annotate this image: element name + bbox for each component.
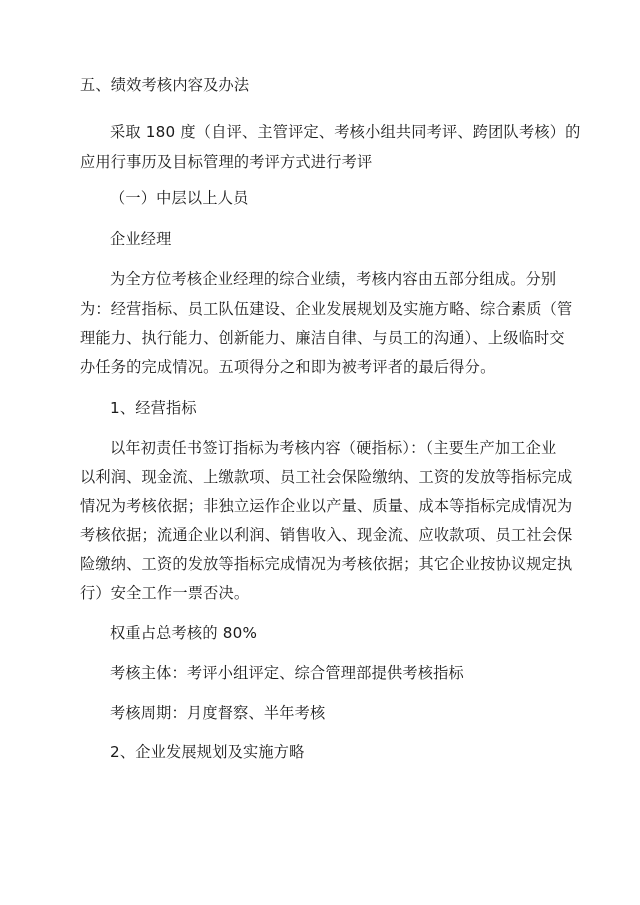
period-text: 考核周期：月度督察、半年考核 — [110, 704, 326, 722]
paragraph-line: 为全方位考核企业经理的综合业绩，考核内容由五部分组成。分别 — [110, 270, 557, 288]
heading-item-1: 1、经营指标 — [110, 399, 197, 417]
paragraph-line: 应用行事历及目标管理的考评方式进行考评 — [80, 153, 373, 171]
paragraph-line: 险缴纳、工资的发放等指标完成情况为考核依据；其它企业按协议规定执 — [80, 555, 573, 573]
paragraph-line: 办任务的完成情况。五项得分之和即为被考评者的最后得分。 — [80, 358, 496, 376]
paragraph-line: 以年初责任书签订指标为考核内容（硬指标）：（主要生产加工企业 — [110, 439, 557, 457]
paragraph-line: 情况为考核依据；非独立运作企业以产量、质量、成本等指标完成情况为 — [80, 497, 573, 515]
paragraph-line: 考核依据；流通企业以利润、销售收入、现金流、应收款项、员工社会保 — [80, 526, 573, 544]
heading-item-2: 2、企业发展规划及实施方略 — [110, 743, 305, 761]
paragraph-line: 以利润、现金流、上缴款项、员工社会保险缴纳、工资的发放等指标完成 — [80, 468, 573, 486]
assessor-text: 考核主体：考评小组评定、综合管理部提供考核指标 — [110, 664, 464, 682]
heading-section-1: （一）中层以上人员 — [110, 189, 249, 207]
paragraph-line: 采取 180 度（自评、主管评定、考核小组共同考评、跨团队考核）的 — [110, 123, 581, 141]
paragraph-line: 行）安全工作一票否决。 — [80, 584, 250, 602]
weight-text: 权重占总考核的 80% — [110, 624, 258, 642]
paragraph-line: 理能力、执行能力、创新能力、廉洁自律、与员工的沟通）、上级临时交 — [80, 329, 565, 347]
heading-section-5: 五、绩效考核内容及办法 — [80, 76, 250, 94]
paragraph-line: 为：经营指标、员工队伍建设、企业发展规划及实施方略、综合素质（管 — [80, 300, 573, 318]
heading-subsection-manager: 企业经理 — [110, 230, 172, 248]
